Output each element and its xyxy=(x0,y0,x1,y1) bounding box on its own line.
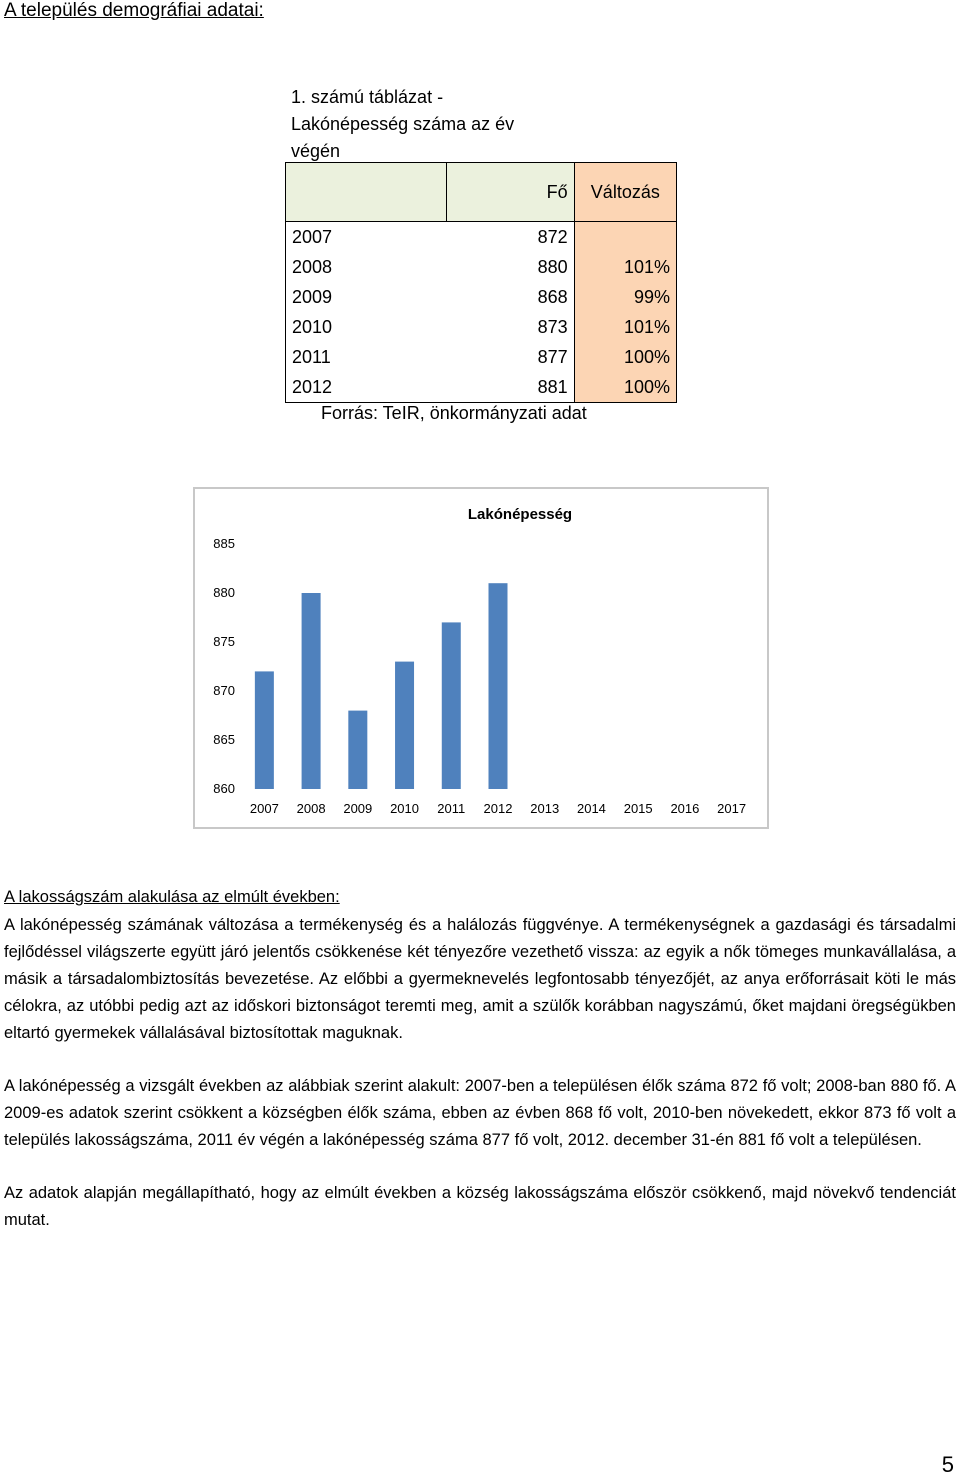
x-tick-label: 2010 xyxy=(390,801,420,816)
x-tick-label: 2015 xyxy=(623,801,653,816)
population-table xyxy=(285,162,677,403)
change-cell: 99% xyxy=(574,282,676,312)
x-tick-label: 2009 xyxy=(343,801,373,816)
x-tick-label: 2013 xyxy=(530,801,560,816)
year-cell: 2010 xyxy=(286,312,447,342)
bar-2010 xyxy=(395,662,414,789)
x-tick-label: 2011 xyxy=(437,801,466,816)
table-row xyxy=(286,342,677,372)
bar-2007 xyxy=(255,671,274,789)
fo-cell: 868 xyxy=(537,286,568,307)
table-header-row xyxy=(286,163,677,222)
y-tick-label: 880 xyxy=(213,585,235,600)
change-cell: 101% xyxy=(574,312,676,342)
fo-cell: 873 xyxy=(537,316,568,337)
table-row xyxy=(286,252,677,282)
y-tick-label: 875 xyxy=(213,634,235,649)
paragraph-2: A lakónépesség a vizsgált években az alábbiak szerint alakult: 2007-ben a településen élők száma 872 fő volt; 2008-ban 880 fő. A 2009-es adatok szerint csökkent a községben élők száma, ebben az évben 868 fő volt, 2010-ben növekedett, ekkor 873 fő volt a település lakosságszáma, 2011 év végén a lakónépesség száma 877 fő volt, 2012. december 31-én 881 fő volt a településen. xyxy=(4,1077,956,1149)
year-cell: 2007 xyxy=(286,222,447,253)
table-row xyxy=(286,282,677,312)
year-cell: 2012 xyxy=(286,372,447,403)
page-heading: A település demográfiai adatai: xyxy=(4,0,264,21)
change-cell: 100% xyxy=(574,372,676,403)
header-fo: Fő xyxy=(447,163,574,222)
fo-cell: 877 xyxy=(537,346,568,367)
change-cell: 100% xyxy=(574,342,676,372)
y-axis xyxy=(213,536,235,796)
change-cell: 101% xyxy=(574,252,676,282)
x-tick-label: 2017 xyxy=(717,801,747,816)
fo-cell: 872 xyxy=(537,226,568,247)
bar-2011 xyxy=(442,622,461,789)
paragraph-1: A lakónépesség számának változása a termékenység és a halálozás függvénye. A termékenységnek a gazdasági és társadalmi fejlődéssel világszerte együtt járó jelentős csökkenése két tényezőre vezethető vissza: az egyik a nők tömeges munkavállalása, a másik a társadalombiztosítás bevezetése. Az előbbi a gyermeknevelés legfontosabb tényezőjét, az anya erőforrásait köti le más célokra, az utóbbi pedig azt az időskori biztonságot teremti meg, amit a szülők korábban nagyszámú, őket majdani öregségükben eltartó gyermekek vállalásával biztosítottak maguknak. xyxy=(4,916,956,1042)
y-tick-label: 860 xyxy=(213,781,235,796)
x-tick-label: 2014 xyxy=(576,801,606,816)
header-valtozas: Változás xyxy=(574,163,676,222)
header-empty-cell xyxy=(286,163,447,222)
fo-cell: 881 xyxy=(447,372,574,403)
y-tick-label: 865 xyxy=(213,732,235,747)
page-number: 5 xyxy=(941,1452,954,1477)
table-source: Forrás: TeIR, önkormányzati adat xyxy=(321,403,587,423)
x-tick-label: 2007 xyxy=(249,801,279,816)
chart-svg xyxy=(195,489,767,827)
population-chart xyxy=(193,487,769,829)
x-axis xyxy=(250,801,746,816)
bar-2012 xyxy=(489,583,508,789)
paragraph-3: Az adatok alapján megállapítható, hogy az elmúlt években a község lakosságszáma először csökkenő, majd növekvő tendenciát mutat. xyxy=(4,1184,956,1229)
bar-2008 xyxy=(302,593,321,789)
x-tick-label: 2008 xyxy=(296,801,326,816)
table-caption: 1. számú táblázat - Lakónépesség száma az év végén xyxy=(291,87,515,161)
table-row xyxy=(286,222,677,253)
year-cell: 2009 xyxy=(286,282,447,312)
change-cell xyxy=(574,222,676,253)
bar-2009 xyxy=(348,711,367,789)
x-tick-label: 2012 xyxy=(483,801,513,816)
bars-group xyxy=(255,583,508,789)
x-tick-label: 2016 xyxy=(670,801,700,816)
body-subheading: A lakosságszám alakulása az elmúlt években: xyxy=(4,888,340,906)
year-cell: 2011 xyxy=(286,342,447,372)
chart-title: Lakónépesség xyxy=(467,506,573,523)
table-row xyxy=(286,372,677,403)
table-row xyxy=(286,312,677,342)
y-tick-label: 870 xyxy=(213,683,235,698)
y-tick-label: 885 xyxy=(213,536,235,551)
year-cell: 2008 xyxy=(286,252,447,282)
fo-cell: 880 xyxy=(537,256,568,277)
